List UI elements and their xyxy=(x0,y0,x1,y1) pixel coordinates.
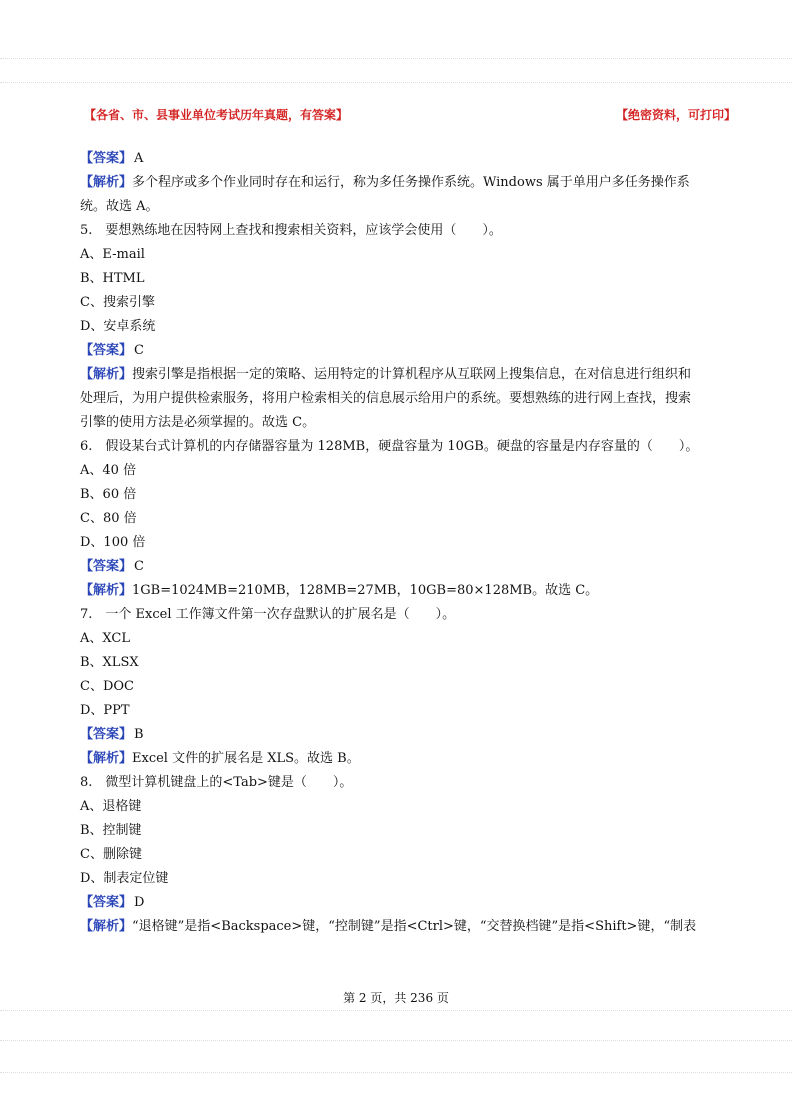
answer-line xyxy=(80,891,745,915)
dotted-rule xyxy=(0,1072,792,1074)
answer-value: A xyxy=(134,151,144,166)
analysis-label: 【解析】 xyxy=(80,175,133,190)
dotted-rule xyxy=(0,82,792,84)
option-a: A、XCL xyxy=(80,631,130,646)
page-header xyxy=(84,106,736,124)
option-c: C、DOC xyxy=(80,679,134,694)
question-stem: 6. 假设某台式计算机的内存储器容量为 128MB，硬盘容量为 10GB。硬盘的容量是内存容量的（ ）。 xyxy=(80,439,699,454)
dotted-rule xyxy=(0,58,792,60)
option-b: B、HTML xyxy=(80,271,145,286)
analysis-text: Excel 文件的扩展名是 XLS。故选 B。 xyxy=(132,751,360,766)
analysis-line-continued: 处理后，为用户提供检索服务，将用户检索相关的信息展示给用户的系统。要想熟练的进行网上查找，搜索 xyxy=(80,391,692,406)
option-d: D、安卓系统 xyxy=(80,319,156,334)
option-b: B、60 倍 xyxy=(80,487,137,502)
analysis-label: 【解析】 xyxy=(80,367,133,382)
option-c: C、80 倍 xyxy=(80,511,137,526)
question-stem: 7. 一个 Excel 工作簿文件第一次存盘默认的扩展名是（ ）。 xyxy=(80,607,456,622)
dotted-rule xyxy=(0,1010,792,1012)
answer-line xyxy=(80,147,745,171)
answer-label: 【答案】 xyxy=(80,151,133,166)
option-b: B、XLSX xyxy=(80,655,139,670)
answer-line xyxy=(80,555,745,579)
analysis-line-continued: 引擎的使用方法是必须掌握的。故选 C。 xyxy=(80,415,316,430)
analysis-text: 多个程序或多个作业同时存在和运行，称为多任务操作系统。Windows 属于单用户多任务操作系 xyxy=(132,175,690,190)
document-body xyxy=(80,147,745,939)
analysis-text: 搜索引擎是指根据一定的策略、运用特定的计算机程序从互联网上搜集信息，在对信息进行组织和 xyxy=(132,367,692,382)
answer-value: C xyxy=(134,343,144,358)
dotted-rule xyxy=(0,1040,792,1042)
answer-value: D xyxy=(134,895,145,910)
answer-label: 【答案】 xyxy=(80,895,133,910)
analysis-text: 1GB=1024MB=210MB，128MB=27MB，10GB=80×128MB。故选 C。 xyxy=(132,583,599,598)
page-number: 第 2 页，共 236 页 xyxy=(343,991,449,1005)
answer-line xyxy=(80,339,745,363)
analysis-line xyxy=(80,171,745,195)
analysis-label: 【解析】 xyxy=(80,919,133,934)
header-right-text: 【绝密资料，可打印】 xyxy=(615,108,736,122)
analysis-label: 【解析】 xyxy=(80,751,133,766)
analysis-label: 【解析】 xyxy=(80,583,133,598)
answer-label: 【答案】 xyxy=(80,559,133,574)
option-c: C、删除键 xyxy=(80,847,142,862)
option-a: A、40 倍 xyxy=(80,463,137,478)
header-left-text: 【各省、市、县事业单位考试历年真题，有答案】 xyxy=(84,108,349,122)
analysis-line-continued: 统。故选 A。 xyxy=(80,199,159,214)
analysis-line xyxy=(80,915,745,939)
answer-line xyxy=(80,723,745,747)
option-b: B、控制键 xyxy=(80,823,142,838)
answer-value: B xyxy=(134,727,144,742)
question-stem: 5. 要想熟练地在因特网上查找和搜索相关资料，应该学会使用（ ）。 xyxy=(80,223,502,238)
option-c: C、搜索引擎 xyxy=(80,295,155,310)
question-stem: 8. 微型计算机键盘上的<Tab>键是（ ）。 xyxy=(80,775,353,790)
option-a: A、E-mail xyxy=(80,247,145,262)
option-d: D、制表定位键 xyxy=(80,871,169,886)
answer-value: C xyxy=(134,559,144,574)
answer-label: 【答案】 xyxy=(80,727,133,742)
analysis-text: “退格键”是指<Backspace>键，“控制键”是指<Ctrl>键，“交替换档键”是指<Shift>键，“制表 xyxy=(132,919,697,934)
option-a: A、退格键 xyxy=(80,799,142,814)
analysis-line xyxy=(80,747,745,771)
option-d: D、PPT xyxy=(80,703,130,718)
option-d: D、100 倍 xyxy=(80,535,146,550)
answer-label: 【答案】 xyxy=(80,343,133,358)
analysis-line xyxy=(80,363,745,387)
analysis-line xyxy=(80,579,745,603)
